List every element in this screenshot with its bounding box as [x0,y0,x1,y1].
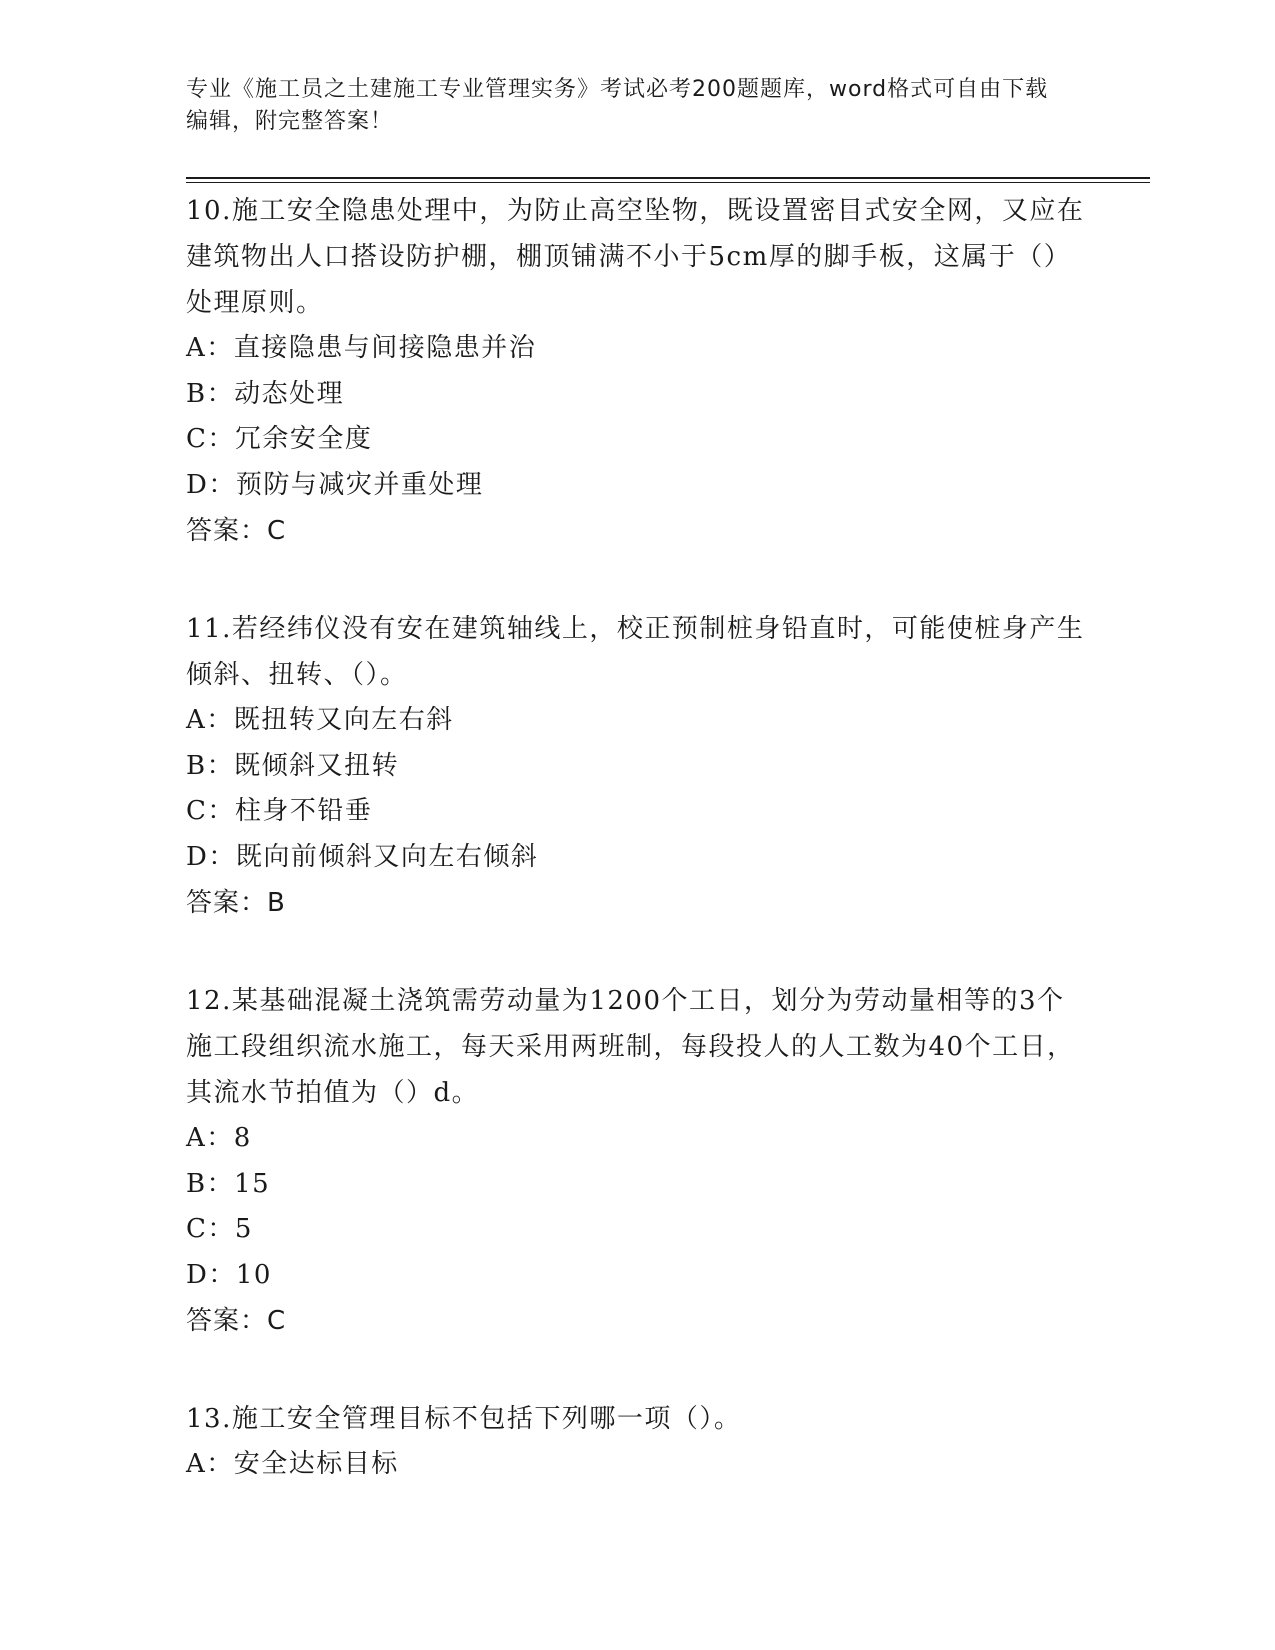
option-c: C：冗余安全度 [186,424,373,454]
option-b: B：15 [186,1168,271,1199]
header-rule-thin [186,182,1150,183]
question-list [186,188,1086,1540]
question-text: 13.施工安全管理目标不包括下列哪一项（）。 [186,1404,742,1434]
question-text: 11.若经纬仪没有安在建筑轴线上，校正预制桩身铅直时，可能使桩身产生倾斜、扭转、（）。 [186,614,1085,690]
answer-label: 答案：C [186,516,287,546]
answer-label: 答案：C [186,1306,287,1336]
option-a: A：安全达标目标 [186,1449,399,1479]
option-a: A：直接隐患与间接隐患并治 [186,333,537,363]
option-b: B：动态处理 [186,378,345,409]
option-b: B：既倾斜又扭转 [186,750,400,781]
question-10 [186,188,1086,554]
option-a: A：既扭转又向左右斜 [186,705,454,735]
answer-label: 答案：B [186,888,286,918]
question-text: 12.某基础混凝土浇筑需劳动量为1200个工日，划分为劳动量相等的3个施工段组织流水施工，每天采用两班制，每段投人的人工数为40个工日，其流水节拍值为（）d。 [186,986,1075,1108]
option-d: D：10 [186,1259,272,1290]
option-c: C：5 [186,1214,253,1244]
option-c: C：柱身不铅垂 [186,796,373,826]
option-a: A：8 [186,1123,252,1153]
option-d: D：预防与减灾并重处理 [186,469,484,500]
question-text: 10.施工安全隐患处理中，为防止高空坠物，既设置密目式安全网，又应在建筑物出人口搭设防护棚，棚顶铺满不小于5cm厚的脚手板，这属于（）处理原则。 [186,196,1085,318]
question-13 [186,1396,1086,1488]
option-d: D：既向前倾斜又向左右倾斜 [186,841,539,872]
document-header: 专业《施工员之土建施工专业管理实务》考试必考200题题库，word格式可自由下载编辑，附完整答案！ [186,77,1049,134]
question-11 [186,606,1086,926]
header-rule-thick [186,177,1150,179]
question-12 [186,978,1086,1344]
